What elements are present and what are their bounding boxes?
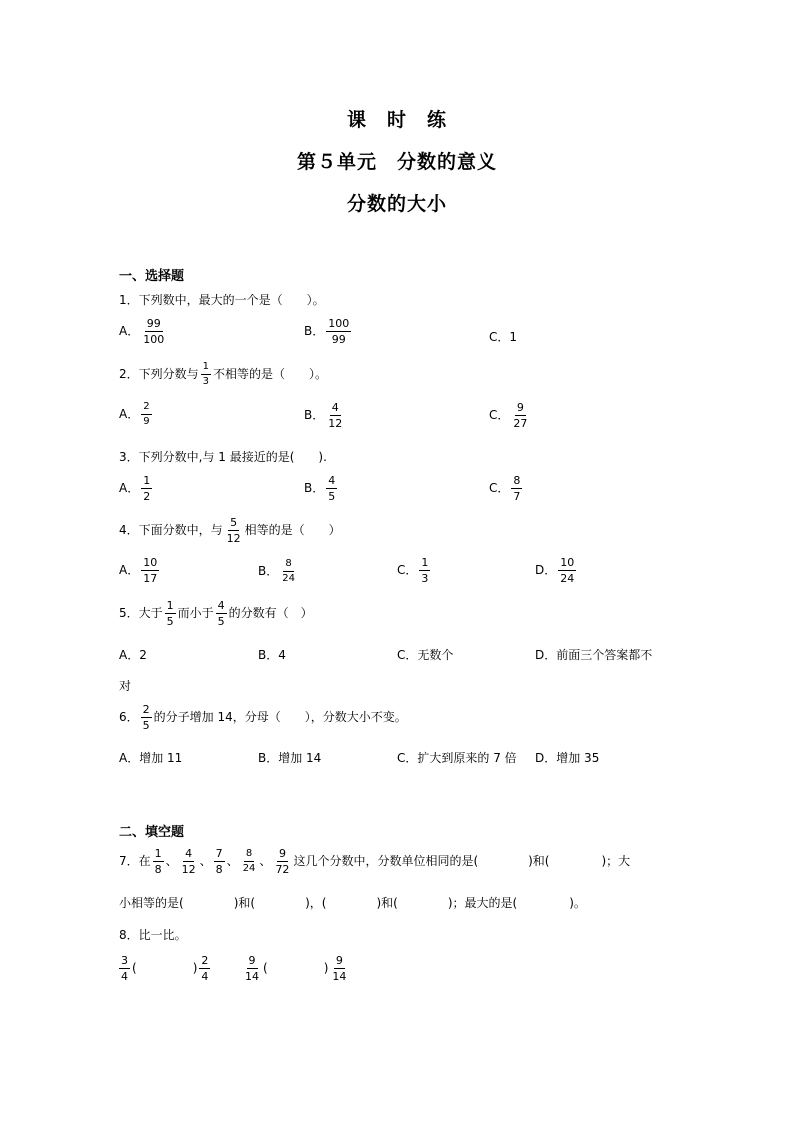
- question-2-stem: 2．下列分数与 $\frac{1}{3}$ 不相等的是（ ）。: [119, 361, 328, 387]
- q2-option-b: B． $\frac{4}{12}$: [304, 401, 343, 430]
- q5-option-d-wrap: 对: [119, 679, 132, 693]
- q2-option-c: C． $\frac{9}{27}$: [489, 401, 528, 430]
- q1-option-a: A． $\frac{99}{100}$: [119, 317, 165, 346]
- section-title-choice: 一、选择题: [119, 269, 185, 284]
- question-8-stem: 8．比一比。: [119, 928, 187, 942]
- q5-option-d: D．前面三个答案都不: [535, 648, 653, 662]
- q4-option-c: C． $\frac{1}{3}$: [397, 556, 429, 585]
- question-6-stem: 6． $\frac{2}{5}$ 的分子增加 14，分母（ ），分数大小不变。: [119, 703, 407, 732]
- q3-option-b: B． $\frac{4}{5}$: [304, 474, 336, 503]
- q4-option-a: A． $\frac{10}{17}$: [119, 556, 158, 585]
- q8-compare-1: $\frac{3}{4}$ ( ) $\frac{2}{4}$: [121, 954, 209, 983]
- q5-option-a: A．2: [119, 648, 147, 662]
- question-1-stem: 1．下列数中，最大的一个是（ ）。: [119, 293, 325, 307]
- worksheet-heading: 课 时 练: [346, 109, 447, 131]
- question-5-stem: 5．大于 $\frac{1}{5}$ 而小于 $\frac{4}{5}$ 的分数有（ ）: [119, 599, 313, 628]
- question-7-line-2: 小相等的是( )和( )，( )和( )；最大的是( )。: [119, 896, 586, 910]
- q2-option-a: A． $\frac{2}{9}$: [119, 401, 150, 427]
- question-7-line-1: 7．在 $\frac{1}{8}$ 、 $\frac{4}{12}$ 、 $\frac{7}{8}$ 、 $\frac{8}{24}$ 、 $\frac{9}{72}$ 这几个分数中，分数单位相同的是( )和( )；大: [119, 847, 631, 876]
- q3-option-c: C． $\frac{8}{7}$: [489, 474, 521, 503]
- q6-option-c: C．扩大到原来的 7 倍: [397, 751, 517, 765]
- question-4-stem: 4．下面分数中，与 $\frac{5}{12}$ 相等的是（ ）: [119, 516, 341, 545]
- q6-option-b: B．增加 14: [258, 751, 322, 765]
- unit-title: 第５单元 分数的意义: [296, 151, 497, 173]
- section-title-fill: 二、填空题: [119, 825, 185, 840]
- q5-option-b: B．4: [258, 648, 286, 662]
- q1-option-c: C．1: [489, 330, 518, 344]
- lesson-title: 分数的大小: [346, 193, 447, 215]
- q4-option-b: B． $\frac{8}{24}$: [258, 558, 295, 584]
- q8-compare-2: $\frac{9}{14}$ ( ) $\frac{9}{14}$: [245, 954, 347, 983]
- q3-option-a: A． $\frac{1}{2}$: [119, 474, 151, 503]
- q6-option-d: D．增加 35: [535, 751, 600, 765]
- question-3-stem: 3．下列分数中,与 1 最接近的是( ).: [119, 450, 327, 464]
- q6-option-a: A．增加 11: [119, 751, 183, 765]
- q4-option-d: D． $\frac{10}{24}$: [535, 556, 575, 585]
- q5-option-c: C．无数个: [397, 648, 454, 662]
- q1-option-b: B． $\frac{100}{99}$: [304, 317, 350, 346]
